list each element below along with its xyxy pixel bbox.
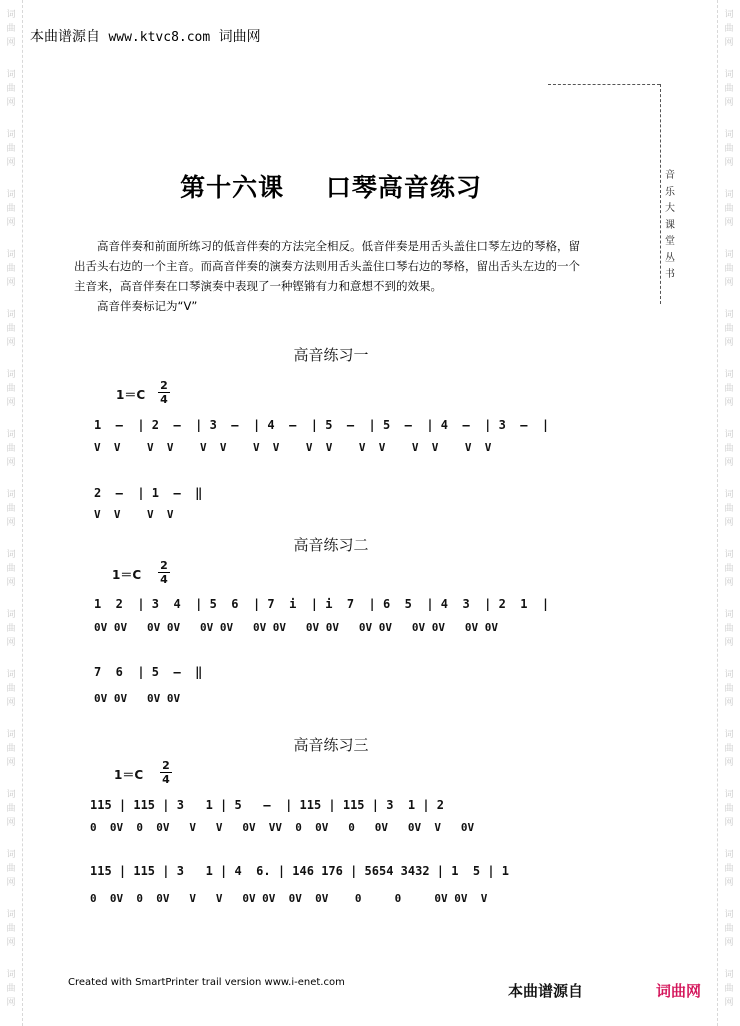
watermark-block (720, 668, 738, 710)
time-bottom: 4 (160, 393, 168, 406)
watermark-block (720, 128, 738, 170)
watermark-char: 曲 (6, 504, 16, 514)
watermark-block (720, 368, 738, 410)
time-bottom: 4 (162, 773, 170, 786)
time-top: 2 (162, 759, 170, 772)
intro-paragraph (74, 236, 584, 316)
series-label-char: 书 (665, 269, 675, 280)
exercise-3-key: 1＝C (114, 768, 144, 782)
watermark-char: 网 (724, 938, 734, 948)
watermark-char: 曲 (724, 444, 734, 454)
footer-source: 本曲谱源自 (508, 982, 584, 1000)
exercise-2-line-2-notes: 7 6 | 5 – ‖ (94, 665, 203, 679)
watermark-char: 词 (6, 130, 16, 140)
watermark-char: 网 (6, 38, 16, 48)
watermark-char: 网 (724, 38, 734, 48)
watermark-char: 词 (724, 790, 734, 800)
watermark-char: 曲 (724, 744, 734, 754)
watermark-block (720, 908, 738, 950)
watermark-block (2, 608, 20, 650)
exercise-2-time-signature (158, 560, 170, 585)
watermark-char: 曲 (724, 624, 734, 634)
watermark-char: 曲 (724, 924, 734, 934)
watermark-char: 曲 (724, 984, 734, 994)
series-label (662, 168, 678, 284)
watermark-char: 曲 (724, 324, 734, 334)
watermark-char: 词 (6, 610, 16, 620)
watermark-char: 曲 (6, 684, 16, 694)
watermark-char: 网 (724, 578, 734, 588)
watermark-block (720, 188, 738, 230)
watermark-char: 词 (724, 850, 734, 860)
watermark-block (720, 548, 738, 590)
watermark-char: 网 (6, 998, 16, 1008)
time-top: 2 (160, 559, 168, 572)
watermark-char: 网 (724, 338, 734, 348)
watermark-char: 网 (6, 878, 16, 888)
watermark-char: 网 (724, 158, 734, 168)
watermark-char: 曲 (6, 864, 16, 874)
exercise-1-line-2-marks: V V V V (94, 508, 174, 521)
watermark-char: 词 (6, 850, 16, 860)
time-bottom: 4 (160, 573, 168, 586)
watermark-char: 词 (724, 430, 734, 440)
series-label-char: 丛 (665, 252, 675, 264)
exercise-1-line-1-notes: 1 – | 2 – | 3 – | 4 – | 5 – | 5 – | 4 – | 3 – | (94, 418, 550, 432)
watermark-char: 词 (6, 790, 16, 800)
watermark-char: 网 (724, 698, 734, 708)
watermark-block (720, 248, 738, 290)
watermark-char: 词 (724, 70, 734, 80)
watermark-char: 词 (724, 670, 734, 680)
watermark-char: 曲 (6, 624, 16, 634)
exercise-2-line-1-notes: 1 2 | 3 4 | 5 6 | 7 i | i 7 | 6 5 | 4 3 | 2 1 | (94, 597, 550, 611)
lesson-name: 口琴高音练习 (325, 173, 482, 202)
watermark-char: 曲 (6, 24, 16, 34)
watermark-char: 曲 (6, 144, 16, 154)
watermark-char: 曲 (6, 924, 16, 934)
header-url-link[interactable]: www.ktvc8.com (108, 30, 211, 45)
watermark-char: 网 (6, 818, 16, 828)
watermark-block (2, 668, 20, 710)
footer-created-with: Created with SmartPrinter trail version www.i-enet.com (68, 977, 345, 988)
watermark-char: 词 (724, 310, 734, 320)
exercise-1-line-1-marks: V V V V V V V V V V V V V V V V (94, 441, 492, 454)
watermark-char: 网 (6, 698, 16, 708)
watermark-block (2, 908, 20, 950)
watermark-char: 曲 (724, 804, 734, 814)
watermark-block (2, 128, 20, 170)
watermark-char: 词 (724, 730, 734, 740)
watermark-block (720, 968, 738, 1010)
watermark-char: 曲 (6, 444, 16, 454)
watermark-char: 曲 (6, 324, 16, 334)
exercise-1-title: 高音练习一 (293, 346, 369, 364)
watermark-char: 网 (724, 998, 734, 1008)
watermark-char: 网 (724, 278, 734, 288)
exercise-3-time-signature (160, 760, 172, 785)
watermark-char: 曲 (724, 144, 734, 154)
watermark-char: 网 (6, 398, 16, 408)
watermark-char: 曲 (6, 264, 16, 274)
watermark-char: 曲 (724, 504, 734, 514)
watermark-char: 词 (724, 370, 734, 380)
watermark-char: 词 (6, 250, 16, 260)
series-label-char: 课 (665, 219, 675, 231)
watermark-char: 网 (6, 158, 16, 168)
watermark-block (720, 488, 738, 530)
watermark-block (2, 68, 20, 110)
watermark-char: 网 (6, 938, 16, 948)
header-site-name: 本曲谱源自 (30, 29, 100, 45)
watermark-char: 词 (6, 370, 16, 380)
header-site-tag: 词曲网 (218, 29, 261, 45)
watermark-char: 词 (6, 970, 16, 980)
watermark-char: 词 (724, 550, 734, 560)
watermark-block (720, 848, 738, 890)
exercise-2-line-2-marks: 0V 0V 0V 0V (94, 692, 181, 705)
watermark-char: 曲 (6, 564, 16, 574)
exercise-3-line-1-notes: 115 | 115 | 3 1 | 5 – | 115 | 115 | 3 1 | 2 (90, 798, 445, 812)
watermark-char: 网 (724, 878, 734, 888)
watermark-block (2, 8, 20, 50)
page-header (30, 26, 261, 46)
watermark-char: 网 (724, 758, 734, 768)
exercise-3-title: 高音练习三 (293, 736, 369, 754)
watermark-char: 网 (724, 398, 734, 408)
watermark-char: 网 (6, 638, 16, 648)
watermark-char: 词 (724, 250, 734, 260)
right-watermark-strip (717, 0, 740, 1026)
exercise-1-time-signature (158, 380, 170, 405)
watermark-char: 曲 (6, 84, 16, 94)
exercise-2-title: 高音练习二 (293, 536, 369, 554)
watermark-char: 词 (724, 190, 734, 200)
watermark-char: 网 (6, 578, 16, 588)
exercise-2-key: 1＝C (112, 568, 142, 582)
watermark-char: 词 (6, 310, 16, 320)
watermark-char: 曲 (724, 84, 734, 94)
frame-top-divider (548, 84, 660, 85)
watermark-char: 网 (6, 98, 16, 108)
lesson-number: 第十六课 (180, 173, 285, 202)
watermark-block (2, 368, 20, 410)
exercise-3-line-2-marks: 0 0V 0 0V V V 0V 0V 0V 0V 0 0 0V 0V V (90, 892, 488, 905)
series-label-char: 大 (665, 203, 675, 214)
watermark-block (720, 68, 738, 110)
watermark-block (2, 248, 20, 290)
watermark-char: 词 (724, 910, 734, 920)
watermark-char: 词 (724, 10, 734, 20)
exercise-3-line-2-notes: 115 | 115 | 3 1 | 4 6. | 146 176 | 5654 3432 | 1 5 | 1 (90, 864, 510, 878)
watermark-char: 词 (6, 730, 16, 740)
watermark-char: 网 (6, 458, 16, 468)
watermark-char: 词 (6, 190, 16, 200)
watermark-block (720, 608, 738, 650)
exercise-1-key: 1＝C (116, 388, 146, 402)
watermark-block (2, 968, 20, 1010)
watermark-block (720, 788, 738, 830)
watermark-block (720, 428, 738, 470)
series-label-char: 堂 (665, 236, 675, 247)
watermark-block (2, 488, 20, 530)
watermark-char: 曲 (724, 264, 734, 274)
watermark-block (2, 848, 20, 890)
watermark-char: 曲 (724, 864, 734, 874)
watermark-block (2, 788, 20, 830)
exercise-2-line-1-marks: 0V 0V 0V 0V 0V 0V 0V 0V 0V 0V 0V 0V 0V 0V 0V 0V (94, 621, 498, 634)
watermark-char: 网 (724, 518, 734, 528)
exercise-1-line-2-notes: 2 – | 1 – ‖ (94, 486, 203, 500)
watermark-char: 词 (6, 550, 16, 560)
watermark-block (720, 8, 738, 50)
watermark-char: 网 (724, 638, 734, 648)
watermark-char: 网 (724, 98, 734, 108)
watermark-char: 曲 (6, 384, 16, 394)
watermark-char: 曲 (724, 564, 734, 574)
watermark-char: 词 (724, 610, 734, 620)
watermark-char: 网 (6, 278, 16, 288)
lesson-title (0, 168, 662, 204)
watermark-block (720, 728, 738, 770)
watermark-char: 网 (724, 818, 734, 828)
watermark-char: 词 (6, 490, 16, 500)
left-watermark-strip (0, 0, 23, 1026)
time-top: 2 (160, 379, 168, 392)
watermark-char: 网 (6, 218, 16, 228)
watermark-char: 曲 (6, 804, 16, 814)
watermark-char: 网 (6, 518, 16, 528)
watermark-char: 网 (724, 458, 734, 468)
watermark-block (2, 428, 20, 470)
series-label-char: 乐 (665, 186, 675, 198)
watermark-char: 网 (6, 758, 16, 768)
watermark-char: 曲 (6, 744, 16, 754)
watermark-char: 词 (724, 490, 734, 500)
watermark-char: 词 (724, 130, 734, 140)
series-label-char: 音 (665, 170, 675, 181)
watermark-char: 曲 (724, 684, 734, 694)
watermark-char: 词 (6, 10, 16, 20)
watermark-char: 网 (724, 218, 734, 228)
intro-marking-note: 高音伴奏标记为“V” (97, 299, 198, 313)
watermark-char: 词 (6, 70, 16, 80)
watermark-char: 词 (6, 430, 16, 440)
intro-text: 高音伴奏和前面所练习的低音伴奏的方法完全相反。低音伴奏是用舌头盖住口琴左边的琴格，留出舌头右边的一个主音。而高音伴奏的演奏方法则用舌头盖住口琴右边的琴格，留出舌头左边的一个主音来，高音伴奏在口琴演奏中表现了一种铿锵有力和意想不到的效果。 (74, 239, 580, 293)
watermark-block (720, 308, 738, 350)
watermark-char: 词 (6, 910, 16, 920)
watermark-char: 曲 (6, 204, 16, 214)
watermark-char: 网 (6, 338, 16, 348)
watermark-char: 曲 (724, 204, 734, 214)
watermark-char: 词 (6, 670, 16, 680)
footer-site-link[interactable]: 词曲网 (656, 982, 702, 1000)
watermark-char: 曲 (724, 24, 734, 34)
watermark-char: 词 (724, 970, 734, 980)
watermark-char: 曲 (6, 984, 16, 994)
exercise-3-line-1-marks: 0 0V 0 0V V V 0V VV 0 0V 0 0V 0V V 0V (90, 821, 475, 834)
watermark-char: 曲 (724, 384, 734, 394)
